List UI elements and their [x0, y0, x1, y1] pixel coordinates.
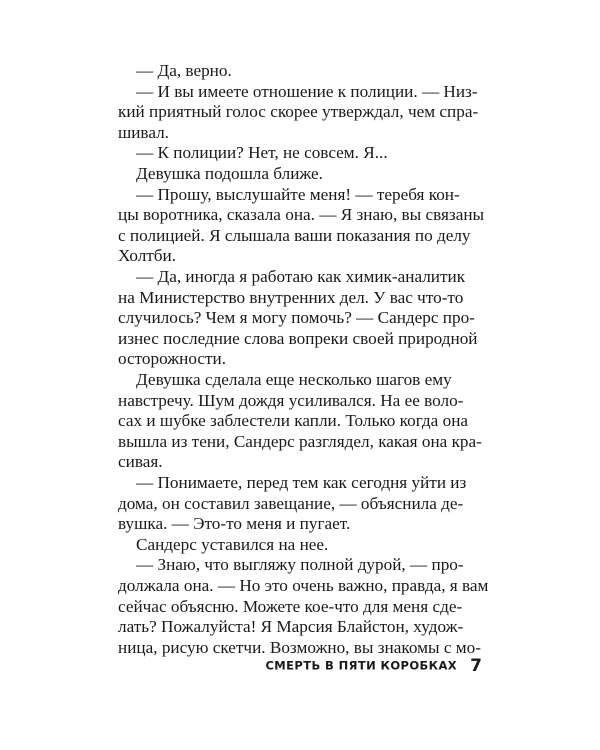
text-line: осторожности. — [118, 349, 227, 369]
text-line: случилось? Чем я могу помочь? — Сандерс про- — [118, 308, 475, 328]
text-line: вышла из тени, Сандерс разглядел, какая она кра- — [118, 431, 482, 451]
text-line: вушка. — Это-то меня и пугает. — [118, 514, 351, 534]
text-line: цы воротника, сказала она. — Я знаю, вы связаны — [118, 205, 485, 225]
text-line: сейчас объясню. Можете кое-что для меня сде- — [118, 596, 463, 616]
text-line: Девушка подошла ближе. — [136, 164, 323, 183]
text-line: — Да, иногда я работаю как химик-аналитик — [136, 267, 466, 286]
text-line: с полицией. Я слышала ваши показания по делу — [118, 225, 471, 245]
text-line: ница, рисую скетчи. Возможно, вы знакомы с мо- — [118, 637, 481, 657]
page-number: 7 — [470, 655, 482, 676]
running-head: СМЕРТЬ В ПЯТИ КОРОБКАХ — [265, 658, 458, 673]
text-line: — Да, верно. — [136, 61, 232, 80]
text-line: — Знаю, что выгляжу полной дурой, — про- — [136, 555, 464, 575]
text-line: — И вы имеете отношение к полиции. — Низ- — [136, 81, 478, 101]
text-line: изнес последние слова вопреки своей природной — [118, 328, 478, 348]
text-line: должала она. — Но это очень важно, правда, я вам — [118, 576, 489, 595]
text-line: — К полиции? Нет, не совсем. Я... — [136, 143, 388, 163]
text-line: Девушка сделала еще несколько шагов ему — [136, 370, 452, 389]
text-line: — Понимаете, перед тем как сегодня уйти из — [136, 473, 467, 492]
text-line: сах и шубке заблестели капли. Только когда она — [118, 411, 469, 431]
text-line: навстречу. Шум дождя усиливался. На ее воло- — [118, 390, 464, 410]
text-line: Холтби. — [118, 246, 177, 266]
text-line: сивая. — [118, 452, 163, 472]
page-footer — [0, 655, 482, 676]
text-line: кий приятный голос скорее утверждал, чем спра- — [118, 102, 479, 122]
text-line: шивал. — [118, 122, 169, 142]
text-line: на Министерство внутренних дел. У вас что-то — [118, 287, 464, 307]
text-line: дома, он составил завещание, — объяснила де- — [118, 493, 464, 513]
text-line: лать? Пожалуйста! Я Марсия Блайстон, худож- — [118, 617, 464, 637]
text-line: Сандерс уставился на нее. — [136, 534, 329, 554]
text-line: — Прошу, выслушайте меня! — теребя кон- — [136, 184, 460, 204]
